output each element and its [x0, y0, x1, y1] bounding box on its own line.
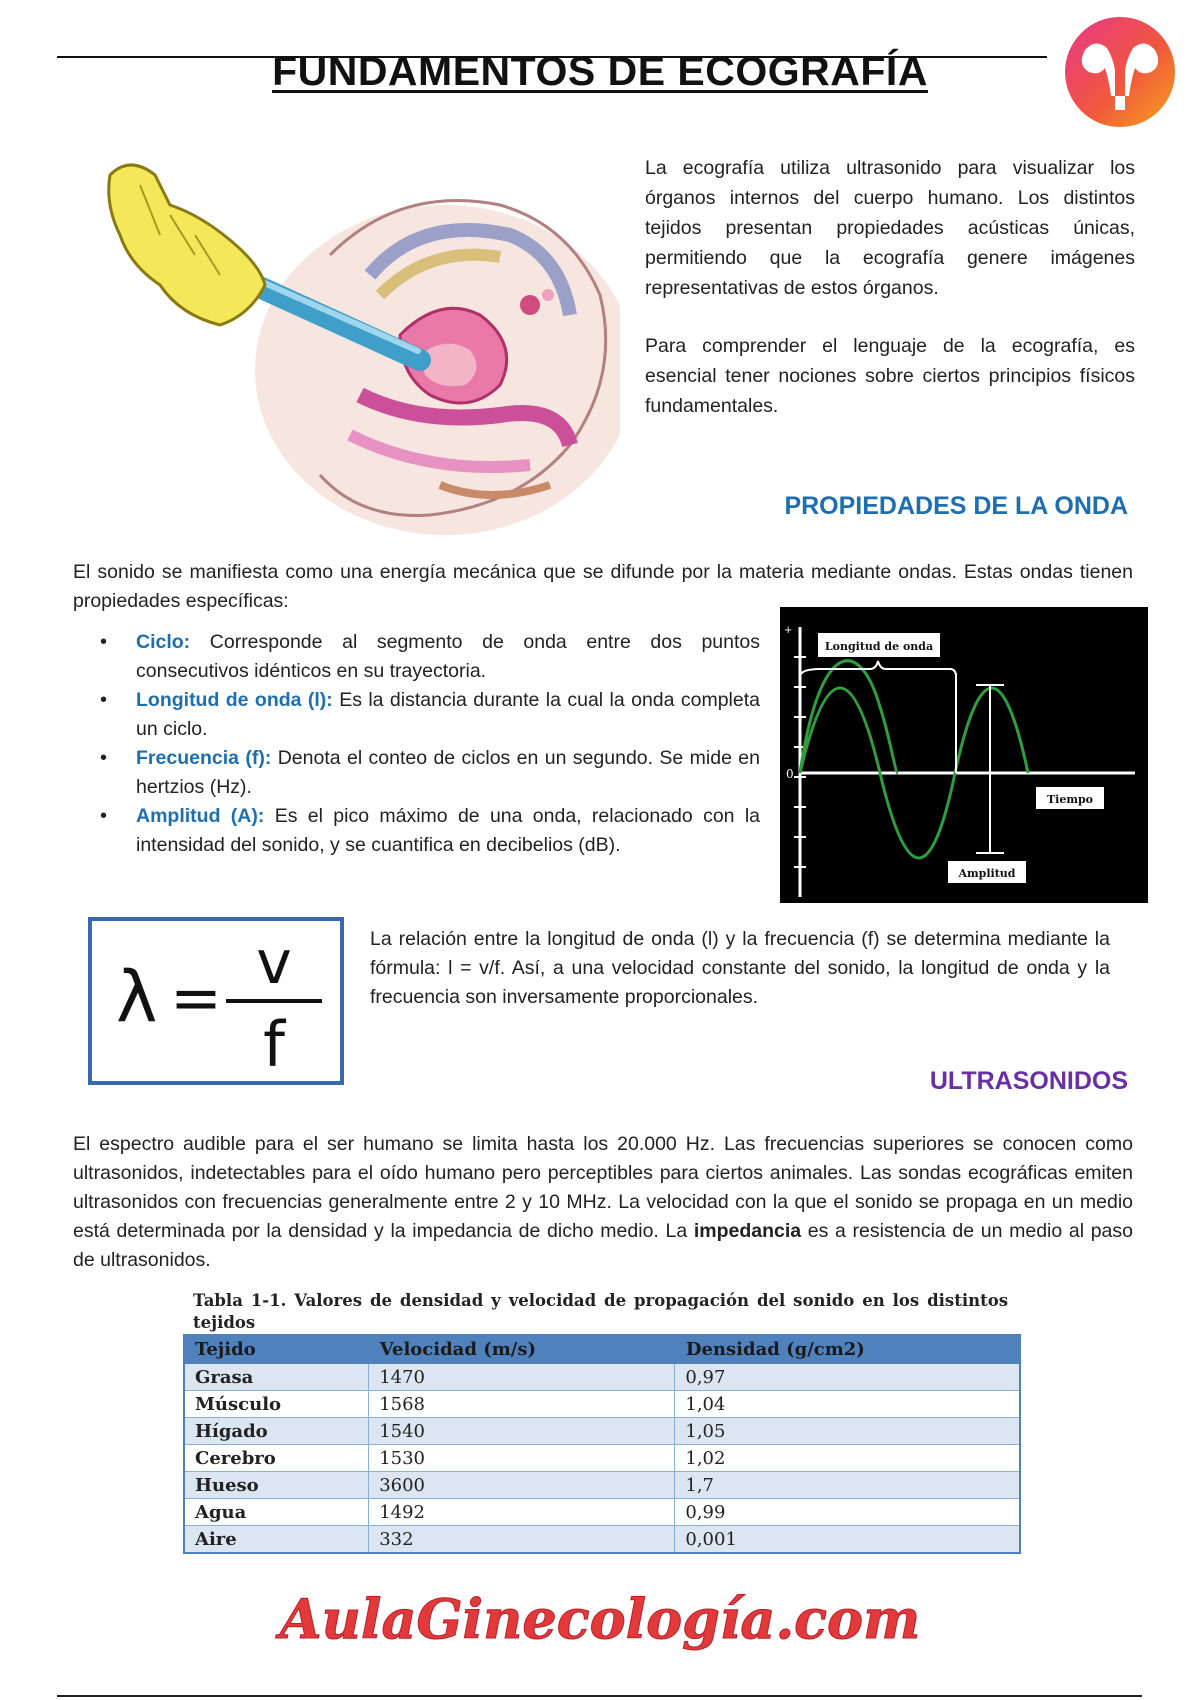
wavelength-label: Longitud de onda — [824, 640, 934, 653]
velocity-cell: 1568 — [369, 1391, 675, 1418]
tissue-cell: Hígado — [184, 1418, 369, 1445]
brand-logo — [1055, 10, 1185, 130]
tissue-cell: Cerebro — [184, 1445, 369, 1472]
svg-text:+: + — [784, 625, 793, 636]
table-row — [184, 1418, 1020, 1445]
term-label: Frecuencia (f): — [136, 747, 272, 769]
list-item — [100, 628, 760, 686]
impedance-term: impedancia — [693, 1220, 802, 1242]
table-row — [184, 1526, 1020, 1554]
column-header: Velocidad (m/s) — [369, 1335, 675, 1363]
term-description: Es el pico máximo de una onda, relacionado con la intensidad del sonido, y se cuantifica en decibelios (dB). — [136, 805, 761, 856]
formula-explanation: La relación entre la longitud de onda (l) y la frecuencia (f) se determina mediante la fórmula: l = v/f. Así, a una velocidad constante del sonido, la longitud de onda y la frecuencia son inversamente proporcionales. — [370, 928, 1110, 1008]
ultrasound-text-tail: es a resistencia de un medio al paso de ultrasonidos. — [73, 1220, 1133, 1271]
table-row — [184, 1391, 1020, 1418]
velocity-cell: 1470 — [369, 1363, 675, 1391]
tissue-properties-table — [183, 1334, 1021, 1554]
wave-diagram — [780, 607, 1148, 903]
table-row — [184, 1363, 1020, 1391]
term-description: Denota el conteo de ciclos en un segundo. Se mide en hertzios (Hz). — [136, 747, 761, 798]
column-header: Densidad (g/cm2) — [675, 1335, 1020, 1363]
ultrasound-illustration — [100, 145, 620, 540]
intro-text — [645, 153, 1135, 449]
intro-paragraph-2: Para comprender el lenguaje de la ecografía, es esencial tener nociones sobre ciertos principios físicos fundamentales. — [645, 335, 1135, 417]
footer-brand-text: AulaGinecología.com — [279, 1587, 921, 1651]
tissue-cell: Músculo — [184, 1391, 369, 1418]
density-cell: 1,04 — [675, 1391, 1020, 1418]
density-cell: 0,99 — [675, 1499, 1020, 1526]
density-cell: 1,7 — [675, 1472, 1020, 1499]
table-row — [184, 1499, 1020, 1526]
density-cell: 0,001 — [675, 1526, 1020, 1554]
velocity-cell: 1540 — [369, 1418, 675, 1445]
formula-equals: = — [170, 961, 222, 1034]
density-cell: 1,05 — [675, 1418, 1020, 1445]
velocity-cell: 1530 — [369, 1445, 675, 1472]
list-item — [100, 744, 760, 802]
wave-intro-paragraph: El sonido se manifiesta como una energía mecánica que se difunde por la materia mediante ondas. Estas ondas tienen propiedades específicas: — [73, 561, 1133, 612]
wavelength-formula — [92, 921, 340, 1081]
tissue-cell: Agua — [184, 1499, 369, 1526]
list-item — [100, 802, 760, 860]
density-cell: 0,97 — [675, 1363, 1020, 1391]
term-description: Es la distancia durante la cual la onda completa un ciclo. — [136, 689, 760, 740]
section-heading-ultrasound: ULTRASONIDOS — [929, 1067, 1128, 1095]
velocity-cell: 3600 — [369, 1472, 675, 1499]
column-header: Tejido — [184, 1335, 369, 1363]
footer-rule — [57, 1695, 1142, 1697]
zero-label: 0 — [786, 767, 794, 781]
velocity-cell: 1492 — [369, 1499, 675, 1526]
term-description: Corresponde al segmento de onda entre dos puntos consecutivos idénticos en su trayectoria. — [136, 631, 760, 682]
wave-properties-list — [100, 628, 760, 860]
tissue-cell: Grasa — [184, 1363, 369, 1391]
table-caption: Tabla 1-1. Valores de densidad y velocidad de propagación del sonido en los distintos tejidos — [193, 1291, 1008, 1332]
footer-brand-wordmark — [200, 1580, 1000, 1660]
ultrasound-text: El espectro audible para el ser humano se limita hasta los 20.000 Hz. Las frecuencias superiores se conocen como ultrasonidos, indetectables para el oído humano pero perceptibles para ciertos animales. Las sondas ecográficas emiten ultrasonidos con frecuencias generalmente entre 2 y 10 MHz. La velocidad con la que el sonido se propaga en un medio está determinada por la densidad y la impedancia de dicho medio. La — [73, 1133, 1133, 1242]
velocity-cell: 332 — [369, 1526, 675, 1554]
ultrasound-paragraph — [73, 1130, 1133, 1275]
term-label: Amplitud (A): — [136, 805, 265, 827]
term-label: Longitud de onda (l): — [136, 689, 333, 711]
formula-denominator: f — [263, 1008, 285, 1081]
tissue-cell: Aire — [184, 1526, 369, 1554]
table-row — [184, 1472, 1020, 1499]
table-header-row — [184, 1335, 1020, 1363]
section-heading-wave-properties: PROPIEDADES DE LA ONDA — [784, 492, 1128, 520]
table-row — [184, 1445, 1020, 1472]
density-cell: 1,02 — [675, 1445, 1020, 1472]
formula-numerator: v — [256, 928, 292, 998]
formula-lambda: λ — [116, 956, 158, 1038]
term-label: Ciclo: — [136, 631, 191, 653]
list-item — [100, 686, 760, 744]
tissue-cell: Hueso — [184, 1472, 369, 1499]
page-title: FUNDAMENTOS DE ECOGRAFÍA — [272, 48, 928, 94]
time-label: Tiempo — [1046, 793, 1094, 806]
amplitude-label: Amplitud — [958, 867, 1016, 880]
wavelength-formula-box — [88, 917, 344, 1085]
intro-paragraph-1: La ecografía utiliza ultrasonido para visualizar los órganos internos del cuerpo humano. Los distintos tejidos presentan propiedades acústicas únicas, permitiendo que la ecografía genere imágenes representativas de estos órganos. — [645, 157, 1135, 299]
